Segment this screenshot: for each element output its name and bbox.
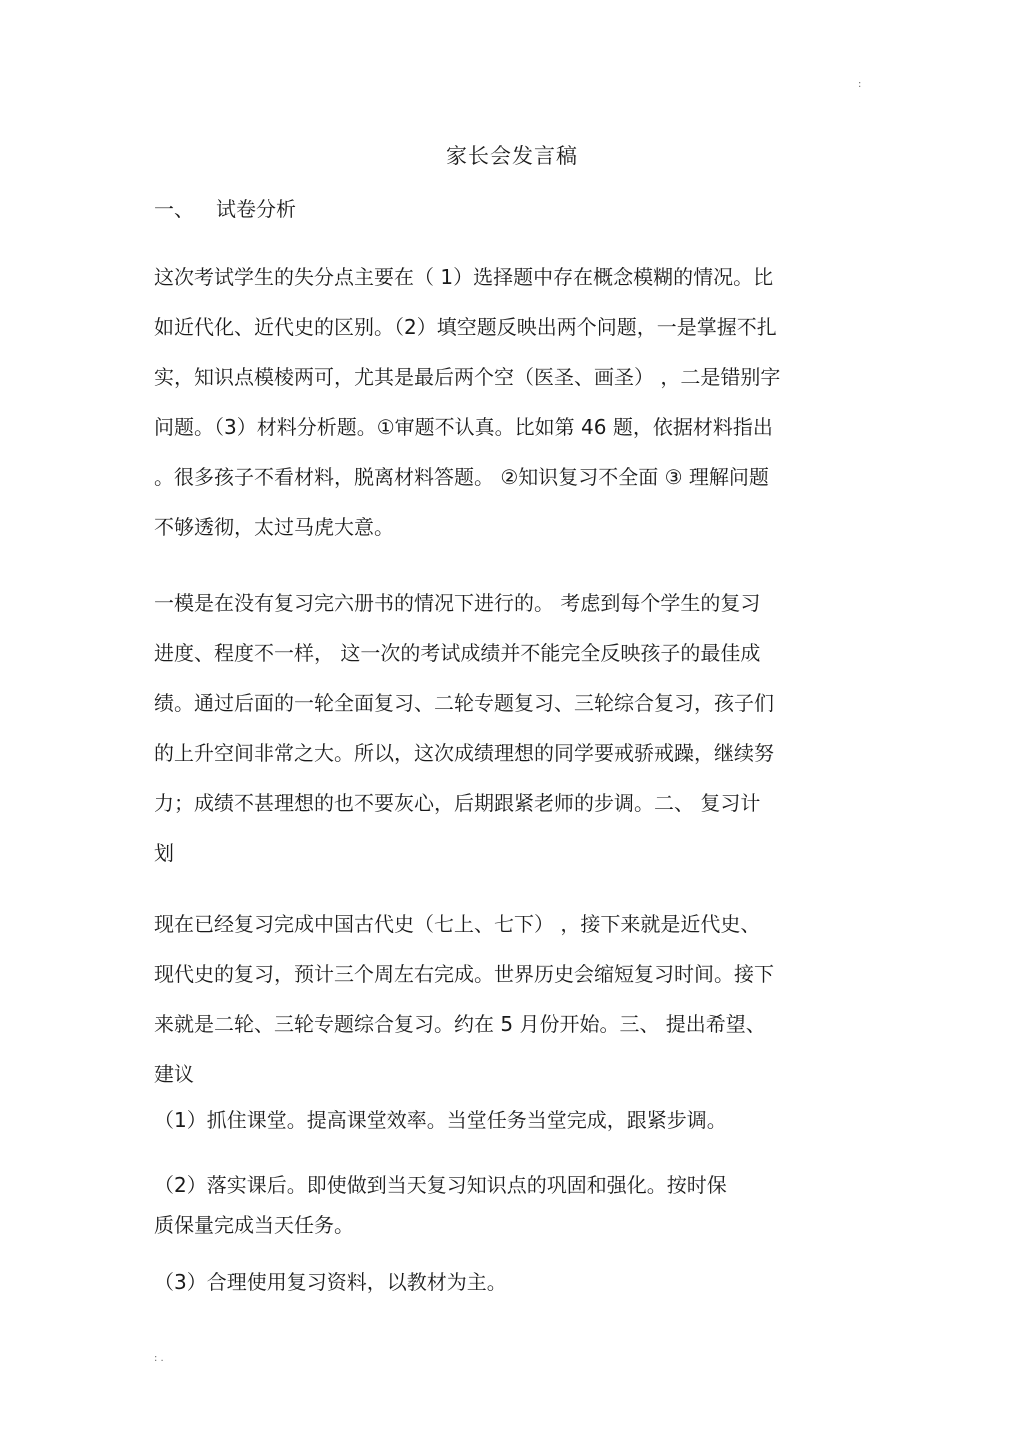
paragraph-line: 现代史的复习，预计三个周左右完成。世界历史会缩短复习时间。接下 [154, 962, 774, 986]
paragraph-line: 绩。通过后面的一轮全面复习、二轮专题复习、三轮综合复习，孩子们 [154, 691, 774, 715]
paragraph-line: 这次考试学生的失分点主要在（ 1）选择题中存在概念模糊的情况。比 [154, 265, 774, 289]
paragraph-line: 的上升空间非常之大。所以，这次成绩理想的同学要戒骄戒躁，继续努 [154, 741, 774, 765]
paragraph-line: 划 [154, 841, 174, 865]
section-heading-1 [154, 196, 296, 222]
paragraph-line: 力；成绩不甚理想的也不要灰心，后期跟紧老师的步调。二、 复习计 [154, 791, 761, 815]
paragraph-line: 。很多孩子不看材料，脱离材料答题。 ②知识复习不全面 ③ 理解问题 [154, 465, 769, 489]
corner-mark-top: : [858, 79, 862, 90]
section-label: 试卷分析 [216, 197, 296, 221]
paragraph-line: 现在已经复习完成中国古代史（七上、七下） ，接下来就是近代史、 [154, 912, 761, 936]
suggestion-item-1 [154, 1100, 870, 1140]
paragraph-line: 来就是二轮、三轮专题综合复习。约在 5 月份开始。三、 提出希望、 [154, 1012, 766, 1036]
suggestion-line: （1）抓住课堂。提高课堂效率。当堂任务当堂完成，跟紧步调。 [154, 1108, 727, 1132]
suggestion-line: 质保量完成当天任务。 [154, 1213, 354, 1237]
paragraph-line: 建议 [154, 1062, 194, 1086]
document-title: 家长会发言稿 [446, 144, 578, 168]
suggestion-line: （2）落实课后。即使做到当天复习知识点的巩固和强化。按时保 [154, 1173, 727, 1197]
paragraph-mock-exam [154, 578, 870, 878]
paragraph-line: 实，知识点模棱两可，尤其是最后两个空（医圣、画圣） ，二是错别字 [154, 365, 781, 389]
paragraph-line: 不够透彻，太过马虎大意。 [154, 515, 394, 539]
paragraph-review-plan [154, 899, 870, 1099]
corner-mark-bottom: : . [154, 1353, 164, 1364]
suggestion-item-3 [154, 1262, 870, 1302]
paragraph-line: 一模是在没有复习完六册书的情况下进行的。 考虑到每个学生的复习 [154, 591, 761, 615]
paragraph-line: 进度、程度不一样， 这一次的考试成绩并不能完全反映孩子的最佳成 [154, 641, 761, 665]
paragraph-exam-analysis [154, 252, 870, 552]
paragraph-line: 问题。（3）材料分析题。①审题不认真。比如第 46 题，依据材料指出 [154, 415, 773, 439]
suggestion-line: （3）合理使用复习资料，以教材为主。 [154, 1270, 507, 1294]
paragraph-line: 如近代化、近代史的区别。（2）填空题反映出两个问题，一是掌握不扎 [154, 315, 777, 339]
section-number: 一、 [154, 197, 194, 221]
suggestion-item-2 [154, 1165, 870, 1245]
